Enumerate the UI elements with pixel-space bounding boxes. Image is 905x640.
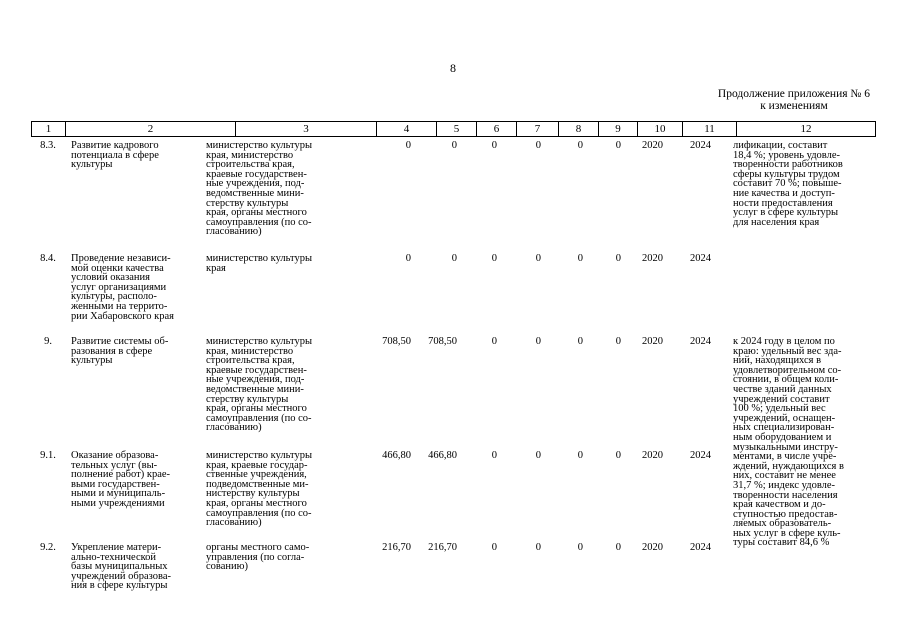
row-col-7: 0 bbox=[535, 253, 541, 264]
header-col-9: 9 bbox=[599, 122, 638, 136]
row-name: Развитие кадрового потенциала в сфере культуры bbox=[71, 140, 159, 171]
row-col-4: 216,70 bbox=[382, 542, 411, 553]
row-col-9: 0 bbox=[615, 542, 621, 553]
row-col-6: 0 bbox=[491, 450, 497, 461]
header-col-3: 3 bbox=[236, 122, 377, 136]
header-col-10: 10 bbox=[638, 122, 683, 136]
row-end-year: 2024 bbox=[690, 450, 711, 461]
row-col-4: 466,80 bbox=[382, 450, 411, 461]
row-col-6: 0 bbox=[491, 140, 497, 151]
table-header bbox=[31, 121, 876, 137]
row-col-4: 0 bbox=[405, 140, 411, 151]
header-col-1: 1 bbox=[32, 122, 66, 136]
row-number: 9.1. bbox=[40, 450, 56, 461]
header-col-7: 7 bbox=[517, 122, 559, 136]
row-col-9: 0 bbox=[615, 140, 621, 151]
header-col-6: 6 bbox=[477, 122, 517, 136]
header-col-8: 8 bbox=[559, 122, 599, 136]
header-col-2: 2 bbox=[66, 122, 236, 136]
row-number: 9. bbox=[44, 336, 52, 347]
header-col-11: 11 bbox=[683, 122, 737, 136]
row-number: 9.2. bbox=[40, 542, 56, 553]
row-col-8: 0 bbox=[577, 542, 583, 553]
row-col-5: 0 bbox=[451, 140, 457, 151]
row-number: 8.3. bbox=[40, 140, 56, 151]
row-responsible: министерство культуры края bbox=[206, 253, 313, 274]
row-name: Укрепление матери- ально-технической базы муниципальных учреждений образова- ния в сфере культуры bbox=[71, 542, 171, 592]
row-name: Проведение независи- мой оценки качества условий оказания услуг организациями культуры, располо- женными на террито- рии Хабаровского края bbox=[71, 253, 174, 322]
row-col-6: 0 bbox=[491, 542, 497, 553]
row-col-9: 0 bbox=[615, 336, 621, 347]
row-col-7: 0 bbox=[535, 542, 541, 553]
row-start-year: 2020 bbox=[642, 542, 663, 553]
row-col-8: 0 bbox=[577, 140, 583, 151]
row-col-8: 0 bbox=[577, 450, 583, 461]
continuation-note bbox=[718, 88, 870, 112]
page-number: 8 bbox=[450, 61, 456, 75]
row-col-5: 466,80 bbox=[428, 450, 457, 461]
row-start-year: 2020 bbox=[642, 140, 663, 151]
row-col-5: 216,70 bbox=[428, 542, 457, 553]
row-responsible: органы местного само- управления (по согла- сованию) bbox=[206, 542, 310, 573]
row-end-year: 2024 bbox=[690, 542, 711, 553]
row-col-5: 0 bbox=[451, 253, 457, 264]
row-name: Оказание образова- тельных услуг (вы- полнение работ) крае- выми государствен- ными и муниципаль- ными учреждениями bbox=[71, 450, 171, 509]
row-col-8: 0 bbox=[577, 336, 583, 347]
row-col-8: 0 bbox=[577, 253, 583, 264]
row-responsible: министерство культуры края, министерство строительства края, краевые государствен- ные учреждения, под- ведомственные мини- стерству культуры края, органы местного самоуправления (по со- гласованию) bbox=[206, 140, 313, 238]
row-start-year: 2020 bbox=[642, 336, 663, 347]
header-col-5: 5 bbox=[437, 122, 477, 136]
row-number: 8.4. bbox=[40, 253, 56, 264]
header-col-4: 4 bbox=[377, 122, 437, 136]
row-col-6: 0 bbox=[491, 253, 497, 264]
row-end-year: 2024 bbox=[690, 253, 711, 264]
continuation-line-1: Продолжение приложения № 6 bbox=[717, 88, 870, 100]
header-col-12: 12 bbox=[800, 123, 812, 135]
row-col-7: 0 bbox=[535, 336, 541, 347]
row-col-7: 0 bbox=[535, 140, 541, 151]
row-start-year: 2020 bbox=[642, 253, 663, 264]
expected-result-8: лификации, составит 18,4 %; уровень удовле- творенности работников сферы культуры трудом составит 70 %; повыше- ние качества и доступ- ности предоставления услуг в сфере культуры для населения края bbox=[733, 140, 843, 228]
row-responsible: министерство культуры края, краевые государ- ственные учреждения, подведомственные ми- нистерству культуры края, органы местного самоуправления (по со- гласованию) bbox=[206, 450, 313, 529]
row-col-4: 708,50 bbox=[382, 336, 411, 347]
row-col-4: 0 bbox=[405, 253, 411, 264]
row-col-5: 708,50 bbox=[428, 336, 457, 347]
expected-result-9: к 2024 году в целом по краю: удельный вес зда- ний, находящихся в удовлетворительном со- стоянии, в общем коли- честве зданий данных учреждений составит 100 %; удельный вес учреждений, оснащен- ных специализирован- ным оборудованием и музыкальными инстру- ментами, в числе учре- ждений, нуждающихся в них, составит не менее 31,7 %; индекс удовле- творенности населения края качеством и до- ступностью предостав- ляемых образователь- ных услуг в сфере куль- туры составит 84,6 % bbox=[733, 336, 844, 549]
row-end-year: 2024 bbox=[690, 336, 711, 347]
row-responsible: министерство культуры края, министерство строительства края, краевые государствен- ные учреждения, под- ведомственные мини- стерству культуры края, органы местного самоуправления (по со- гласованию) bbox=[206, 336, 313, 434]
row-name: Развитие системы об- разования в сфере культуры bbox=[71, 336, 169, 367]
row-col-6: 0 bbox=[491, 336, 497, 347]
row-col-9: 0 bbox=[615, 253, 621, 264]
row-col-9: 0 bbox=[615, 450, 621, 461]
row-start-year: 2020 bbox=[642, 450, 663, 461]
row-col-7: 0 bbox=[535, 450, 541, 461]
continuation-line-2: к изменениям bbox=[760, 100, 828, 112]
row-end-year: 2024 bbox=[690, 140, 711, 151]
